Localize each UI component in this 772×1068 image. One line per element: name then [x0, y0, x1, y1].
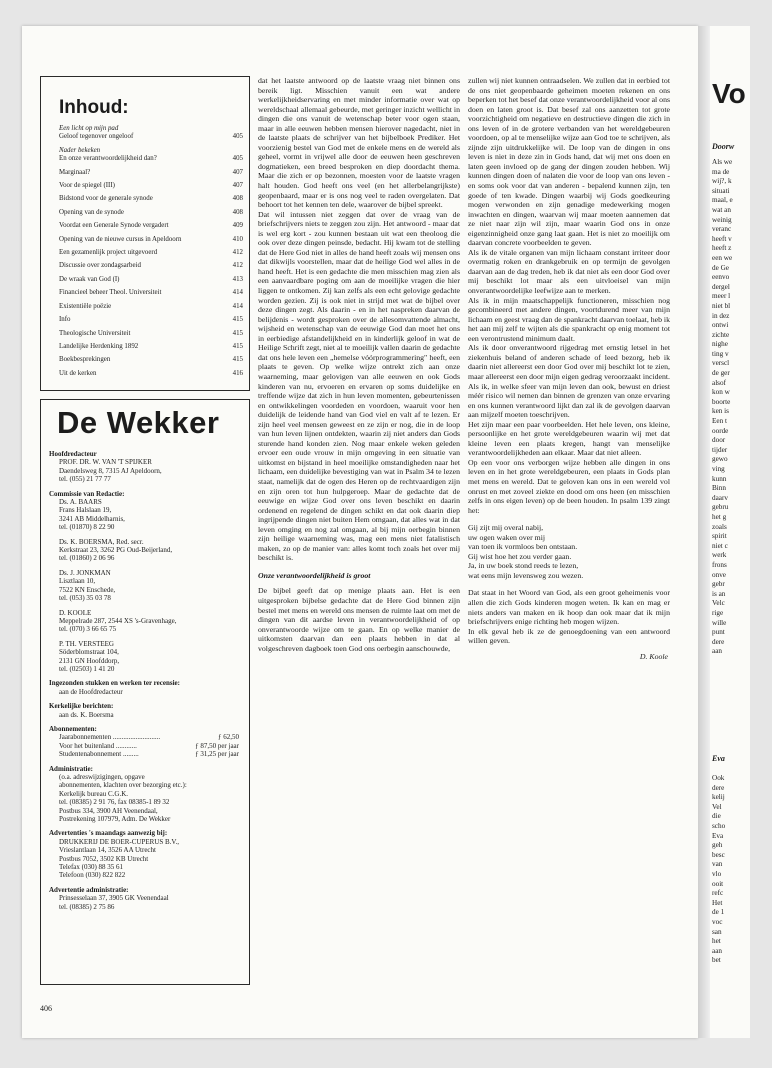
info-line: Postbus 7052, 3502 KB Utrecht — [59, 854, 149, 863]
toc-entry-title — [59, 125, 133, 142]
masthead — [40, 399, 250, 985]
editorial-staff — [49, 450, 243, 719]
next-page-line: spirit — [712, 532, 727, 541]
subscription-label: Jaarabonnementen ........................... — [59, 733, 161, 742]
address-line: aan ds. K. Boersma — [59, 710, 114, 719]
paragraph: dat het laatste antwoord op de laatste vraag niet binnen ons bereik ligt. Misschien vanuit een wat andere werkelijkheidservaring en met minder informatie over wat op wereldschaal allemaal gebeurde, met geringer inzicht wellicht in dingen die ons vanuit de wetenschap beter voor ogen staan, maar in alle eeuwen hebben mensen hierover nagedacht, niet in de laatste plaats de schrijver van het bijbelboek Prediker. Het voorzienig bestel van God met de enkele mens en de wereld als geheel, vormt in vrijwel alle door de eeuwen heen geschreven dogmatieken, een breed besproken en diep doordacht thema. Maar die zich er op bezonnen, moesten voor de laatste vragen halt houden. God heeft ons veel (en het allerbelangrijkste) geopenbaard, maar er is ons nog veel te raden overgelaten. Dat behoort tot het kennen ten dele, waarover de bijbel spreekt. — [258, 76, 460, 210]
psalm-line: Ja, in uw boek stond reeds te lezen, — [468, 561, 579, 571]
subscription-price: ƒ 87,50 per jaar — [195, 741, 239, 750]
next-page-line: Vel — [712, 802, 722, 811]
next-page-line: veranc — [712, 225, 732, 234]
next-page-line: van — [712, 860, 723, 869]
toc-page-number: 410 — [232, 235, 243, 243]
info-line: Vrieslantlaan 14, 3526 AA Utrecht — [59, 846, 156, 855]
magazine-title: De Wekker — [57, 405, 220, 440]
next-page-edge — [710, 26, 750, 1038]
toc-entry — [59, 236, 243, 244]
article-subheading: Onze verantwoordelijkheid is groot — [258, 570, 371, 580]
toc-entry-text: Marginaal? — [59, 168, 91, 176]
toc-page-number: 415 — [232, 329, 243, 337]
subscription-row — [59, 750, 243, 758]
toc-entry-title — [59, 303, 111, 311]
toc-page-number: 416 — [232, 369, 243, 377]
toc-entry-text: Bidstond voor de generale synode — [59, 195, 153, 203]
toc-page-number: 405 — [232, 155, 243, 163]
toc-entry-text: De wraak van God (I) — [59, 275, 120, 283]
toc-entry-text: Geloof tegenover ongeloof — [59, 133, 134, 141]
toc-entry-text: Discussie over zondagsarbeid — [59, 262, 141, 270]
next-page-line: de 1 — [712, 908, 725, 917]
next-page-line: het g — [712, 512, 727, 521]
address-block — [59, 640, 243, 674]
info-line: (o.a. adreswijzigingen, opgave — [59, 773, 145, 781]
masthead-body — [49, 498, 243, 673]
next-page-line: ma de — [712, 167, 730, 176]
toc-entry-title — [59, 209, 124, 217]
next-page-line: situati — [712, 186, 730, 195]
next-page-line: heeft z — [712, 244, 732, 253]
sidebar — [40, 76, 250, 985]
next-page-line: punt — [712, 628, 725, 637]
toc-entry — [59, 356, 243, 364]
table-of-contents — [40, 76, 250, 391]
masthead-section — [49, 490, 243, 674]
info-line: abonnementen, klachten over bezorging etc.): — [59, 781, 187, 790]
next-page-title: Vo — [712, 78, 746, 109]
address-block — [59, 609, 243, 634]
next-page-line: san — [712, 927, 722, 936]
article-column-2 — [468, 76, 670, 661]
next-page-line: dere — [712, 637, 725, 646]
toc-page-number: 408 — [232, 208, 243, 216]
next-page-line: gebru — [712, 503, 729, 512]
address-line: tel. (053) 35 03 78 — [59, 594, 111, 603]
masthead-heading: Hoofdredacteur — [49, 450, 97, 458]
article-column-1 — [258, 76, 460, 653]
toc-entry-title — [59, 147, 157, 164]
toc-entry — [59, 262, 243, 270]
subscriptions — [49, 725, 243, 759]
masthead-heading: Ingezonden stukken en werken ter recensie: — [49, 679, 180, 688]
toc-entry — [59, 289, 243, 297]
toc-entry-title — [59, 356, 110, 364]
next-page-line: Velc — [712, 599, 725, 608]
toc-entry-title — [59, 316, 70, 324]
next-page-line: kelij — [712, 793, 725, 802]
masthead-heading: Advertenties 's maandags aanwezig bij: — [49, 829, 168, 838]
next-page-line: kon w — [712, 388, 730, 397]
masthead-heading: Administratie: — [49, 764, 93, 773]
next-page-line: nighe — [712, 340, 728, 349]
toc-entry — [59, 125, 243, 142]
next-page-line: werk — [712, 551, 727, 560]
toc-entry — [59, 316, 243, 324]
subscription-label: Voor het buitenland ............ — [59, 741, 137, 750]
info-line: Telefoon (030) 822 822 — [59, 871, 126, 880]
psalm-line: Gij zijt mij overal nabij, — [468, 523, 544, 533]
info-line: Postrekening 107979, Adm. De Wekker — [59, 815, 171, 824]
next-page-line: is an — [712, 589, 726, 598]
author-signature: D. Koole — [639, 651, 668, 661]
toc-entry-text: Uit de kerken — [59, 369, 97, 377]
next-page-line: aan — [712, 647, 722, 656]
next-page-line: ting v — [712, 349, 729, 358]
toc-page-number: 415 — [232, 356, 243, 364]
toc-entry-title — [59, 195, 153, 203]
next-page-line: alsof — [712, 378, 726, 387]
toc-entry — [59, 209, 243, 217]
info-line: Postbus 334, 3900 AH Veenendaal, — [59, 806, 158, 815]
next-page-line: zoals — [712, 522, 727, 531]
next-page-line: boorte — [712, 397, 731, 406]
next-page-line: onve — [712, 570, 726, 579]
address-line: PROF. DR. W. VAN 'T SPIJKER — [59, 458, 152, 467]
toc-entry-text: Theologische Universiteit — [59, 329, 131, 337]
toc-entry — [59, 249, 243, 257]
psalm-line: uw ogen waken over mij — [468, 532, 546, 542]
subscription-rates — [49, 733, 243, 758]
masthead-section — [49, 886, 243, 911]
next-page-line: aan — [712, 946, 722, 955]
paragraph: De bijbel geeft dat op menige plaats aan. Het is een uitgesproken bijbelse gedachte dat de Here God binnen zijn bestel met mens en wereld ons mensen de ruimte laat om met de dingen van dit aardse leven in verantwoordelijkheid of op onverantwoorde wijze om te gaan. En op welke manier de uitkomsten daarvan dan een plaats hebben in dat al volgeschreven dagboek toen God ons oerbegin aanschouwde, — [258, 586, 460, 653]
paragraph: zullen wij niet kunnen ontraadselen. We zullen dat in eerbied tot de ons niet geopenbaarde geheimen moeten rekenen en ons beperken tot het besef dat onze verantwoordelijkheid voor al ons doen en laten groot is. Dat besef zal ons aanzetten tot grote voorzichtigheid om negatieve en destructieve dingen die zich in ons leven of in de grotere verbanden van het wereldgebeuren voordoen, op al te menselijke wijze aan God toe te schrijven, als zijnde zijn uitdrukkelijke wil. De loop van de dingen in ons leven is niet in deze zin in Gods hand, dat wij met ons doen en laten geen invloed op de gang der dingen zouden hebben. Wij kunnen dingen doen of nalaten die voor de loop van ons leven - en soms ook voor dat van anderen - bepalend kunnen zijn, ten goede of ten kwade. Dingen waarbij wij Gods goedkeuring mogen verwonden en zijn genadige medewerking mogen inwachten en dingen, waarvan wij maar moeten aannemen dat ze niet naar zijn wil zijn, maar waarin God ons in onze eigenzinnigheid onze gang laat gaan. Het is niet zo moeilijk om daarvan concrete voorbeelden te geven. — [468, 76, 670, 248]
next-page-line: frons — [712, 560, 727, 569]
next-page-line: dergel — [712, 282, 730, 291]
next-page-subhead: Doorw — [712, 142, 735, 151]
address-line: P. TH. VERSTEEG — [59, 639, 114, 648]
subscriptions-heading: Abonnementen: — [49, 724, 97, 733]
toc-entry — [59, 169, 243, 177]
paragraph: Dat wil intussen niet zeggen dat over de vraag van de briefschrijvers niets te zeggen zou zijn. Het antwoord - maar dat is wel erg kort - zou kunnen bestaan uit wat een theoloog die ook over deze dingen peinsde, bedacht. Hij kwam tot de stelling dat de Here God niet in alles de hand heeft zoals wij mensen ons dat dikwijls voorstellen, maar dat de heilige God wel alles in de hand heeft. Het is een gedachte die men misschien mag zien als een aanvaardbare poging om aan de moeilijke vragen die hier liggen te ontkomen. Zij kan zelfs als een echt gelovige gedachte worden gezien. Zij is ook niet in strijd met wat de bijbel over deze dingen zegt. Als daarin - en in het naspreken daarvan de belijdenis - wordt gesproken over de allesomvattende almacht, wijsheid en wetenschap van de eeuwige God dan moet het ons in eerbiedige afstandelijkheid en in kinderlijk geloof in wat de Heilige Schrift zegt, niet al te moeilijk vallen daarin de gedachte dat ons hele leven een „hemelse vóórprogrammering" heeft, een plaats te geven. Op welke wijze ontrekt zich aan onze waarneming, maar gelovigen van alle eeuwen en ook Gods kinderen van nu, ervoeren en ervaren op soms duidelijke en treffende wijze dat zich in hun leven momenten, gebeurtenissen en ontwikkelingen voordeden en voordoen, waaruit voor hen duidelijk de leidende hand van God viel en valt af te lezen. Er zijn heel veel mensen geweest en ze zijn er nog, die in de loop van hun leven lijnen ontdekten, waarin zij niet anders dan Gods sturende hand konden zien. Nog maar enkele weken geleden ervoer een oude vrouw in mijn omgeving in een situatie van uitkomst en bijstand in heel moeilijke omstandigheden naar het lichaam, een duidelijke bevestiging van wat in Psalm 34 te lezen staat, namelijk dat de ogen des Heren op de rechtvaardigen zijn en zijn oren tot hun hulpgeroep. Maar de gedachte dat de eeuwige en wijze God over ons leven beschikt en daarin ordenend en regelend de dingen schikt en dat ook daarin diep ingrijpende dingen niet buiten Hem omgaan, dat alles wat in dat leven omging en nog zal omgaan, al bij mijn oerbegin binnen zijn heilige waarneming was, mag een mens niet fatalistisch maken, zo op de manier van: alles komt toch zoals het over mij beschikt is. — [258, 209, 460, 563]
toc-page-number: 412 — [232, 262, 243, 270]
next-page-line: kunn — [712, 474, 727, 483]
toc-entry — [59, 182, 243, 190]
address-line: Daendelsweg 8, 7315 AJ Apeldoorn, — [59, 466, 162, 475]
masthead-section — [49, 702, 243, 719]
toc-entry-text: Info — [59, 316, 71, 324]
toc-entry — [59, 343, 243, 351]
toc-section-label: Een licht op mijn pad — [59, 125, 119, 132]
masthead-body — [49, 458, 243, 483]
toc-entry-text: Voordat een Generale Synode vergadert — [59, 222, 169, 230]
paragraph: Dat staat in het Woord van God, als een groot geheimenis voor allen die zich Gods kinderen mogen weten. Ik kan en mag er niets anders van maken en ik hoop dan ook maar dat ik mijn briefschrijvers enige richting heb mogen wijzen. — [468, 588, 670, 627]
next-page-line: in dez — [712, 311, 730, 320]
next-page-line: besc — [712, 850, 725, 859]
next-page-line: scho — [712, 821, 726, 830]
next-page-line: refc — [712, 889, 724, 898]
subscription-label: Studentenabonnement ......... — [59, 750, 139, 759]
next-page-line: oorde — [712, 426, 729, 435]
toc-entry-title — [59, 236, 181, 244]
toc-entry-title — [59, 330, 130, 338]
next-page-line: ving — [712, 465, 725, 473]
toc-entry-title — [59, 370, 97, 378]
subscription-price: ƒ 62,50 — [218, 733, 239, 742]
info-line: Prinsesselaan 37, 3905 GK Veenendaal — [59, 894, 169, 903]
toc-entry-text: Existentiële poëzie — [59, 302, 112, 310]
next-page-line: tijder — [712, 445, 728, 454]
paragraph: Als ik door onverantwoord rijgedrag met ernstig letsel in het ziekenhuis beland of anderen schade of leed bezorg, heb ik daarin niet allereerst een door God over mij beschikt lot te zien, maar allereerst een door mijn eigen gedrag veroorzaakt incident. Als ik, in welke sfeer van mijn leven dan ook, bewust en driest méér risico wil nemen dan binnen de grenzen van onze ervaring en ons kunnen verantwoord lijkt dan zal ik de gevolgen daarvan aan mijzelf moeten toeschrijven. — [468, 343, 670, 420]
toc-entry-title — [59, 169, 90, 177]
address-line: D. KOOLE — [59, 608, 92, 617]
masthead-section — [49, 679, 243, 696]
next-page-line: het — [712, 937, 721, 946]
address-line: Frans Halslaan 19, — [59, 506, 112, 515]
next-page-line: geh — [712, 841, 723, 850]
paragraph: Op een voor ons verborgen wijze hebben alle dingen in ons leven en in het grote wereldgebeuren, een plaats in Gods plan met mens en wereld. Dat te geloven kan ons in een wereld vol onrust en met zoveel ziekte en dood om ons heen (en misschien zelfs in ons eigen leven) op de been houden. In psalm 139 zingt het: — [468, 457, 670, 515]
address-line: Söderblomstraat 104, — [59, 648, 119, 657]
next-page-line: daarv — [712, 493, 728, 502]
next-page-line: voc — [712, 917, 723, 926]
toc-page-number: 412 — [232, 249, 243, 257]
toc-entry-text: Opening van de nieuwe cursus in Apeldoorn — [59, 235, 182, 243]
toc-entry-text: Voor de spiegel (III) — [59, 182, 115, 190]
toc-entry-text: Boekbesprekingen — [59, 356, 111, 364]
next-page-line: een we — [712, 253, 733, 262]
next-page-text — [712, 158, 772, 657]
next-page-line: gewo — [712, 455, 728, 464]
toc-entry-title — [59, 262, 141, 270]
toc-page-number: 409 — [232, 222, 243, 230]
next-page-line: meer l — [712, 292, 731, 301]
address-line: Ds. A. BAARS — [59, 498, 102, 507]
address-line: 2131 GN Hoofddorp, — [59, 656, 120, 665]
next-page-line: heeft v — [712, 234, 732, 243]
info-line: tel. (08385) 2 75 86 — [59, 902, 115, 911]
next-page-line: wat an — [712, 205, 731, 214]
next-page-line: weinig — [712, 215, 732, 224]
masthead-heading: Advertentie administratie: — [49, 885, 129, 894]
next-page-line: door — [712, 436, 726, 445]
toc-entry-text: Opening van de synode — [59, 208, 124, 216]
masthead-body — [49, 773, 243, 823]
toc-page-number: 407 — [232, 182, 243, 190]
toc-page-number: 414 — [232, 302, 243, 310]
toc-page-number: 414 — [232, 289, 243, 297]
next-page-line: ooit — [712, 879, 724, 888]
address-line: tel. (01860) 2 06 96 — [59, 554, 115, 563]
masthead-body — [49, 711, 243, 719]
address-line: Lisztlaan 10, — [59, 577, 96, 586]
toc-entry — [59, 222, 243, 230]
administration-info — [49, 765, 243, 912]
next-page-line: verscl — [712, 359, 730, 368]
paragraph: Als ik in mijn maatschappelijk functioneren, misschien nog gecombineerd met andere dingen, voortdurend meer van mijn lichaam en geest vraag dan de spankracht daarvan toelaat, heb ik het aan mij zelf te wijten als die spankracht op enig moment tot een verontrustend minimum daalt. — [468, 295, 670, 343]
address-block — [59, 458, 243, 483]
next-page-line: maal, e — [712, 196, 733, 205]
address-block — [59, 688, 243, 696]
next-page-line: rige — [712, 608, 724, 617]
next-page-line: wille — [712, 618, 727, 627]
next-page-line: Het — [712, 898, 723, 907]
next-page-line: die — [712, 812, 721, 821]
toc-list — [59, 125, 243, 378]
toc-entry — [59, 370, 243, 378]
toc-entry — [59, 303, 243, 311]
next-page-line: gebr — [712, 580, 725, 589]
psalm-line: wat eens mijn levensweg zou wezen. — [468, 570, 584, 580]
address-line: Ds. K. BOERSMA, Red. secr. — [59, 537, 144, 546]
psalm-line: Gij wist hoe het zou verder gaan. — [468, 551, 572, 561]
address-block — [59, 538, 243, 563]
next-page-line: wij?, k — [712, 177, 732, 186]
toc-entry — [59, 195, 243, 203]
next-page-line: Ook — [712, 774, 725, 782]
toc-entry-title — [59, 343, 138, 351]
masthead-body — [49, 894, 243, 911]
toc-page-number: 408 — [232, 195, 243, 203]
subscription-row — [59, 742, 243, 750]
next-page-line: Een t — [712, 417, 727, 426]
toc-entry-title — [59, 276, 119, 284]
address-line: tel. (02503) 1 41 20 — [59, 664, 115, 673]
address-line: 3241 AB Middelharnis, — [59, 514, 125, 523]
next-page-line: Eva — [712, 831, 724, 840]
page-number: 406 — [40, 1004, 52, 1013]
toc-entry-text: Landelijke Herdenking 1892 — [59, 342, 139, 350]
toc-entry-text: Een gezamenlijk project uitgevoerd — [59, 249, 158, 257]
psalm-line: van toen ik vormloos ben ontstaan. — [468, 542, 578, 552]
info-line: DRUKKERIJ DE BOER-CUPERUS B.V., — [59, 837, 180, 846]
toc-page-number: 415 — [232, 316, 243, 324]
toc-entry-title — [59, 182, 115, 190]
paragraph: Als ik de vitale organen van mijn lichaam constant irriteer door overmatig roken en drankgebruik en op termijn de gevolgen daarvan aan de dag treden, heb ik dat niet als een door God over mij beschikt lot maar als een uitvloeisel van mijn onverantwoordelijke leefwijze aan te merken. — [468, 247, 670, 296]
toc-page-number: 405 — [232, 133, 243, 141]
toc-page-number: 407 — [232, 168, 243, 176]
next-page-line: eenvo — [712, 273, 730, 282]
toc-entry — [59, 276, 243, 284]
info-line: Telefax (030) 88 35 61 — [59, 863, 124, 872]
address-line: tel. (070) 3 66 65 75 — [59, 625, 117, 634]
info-line: tel. (08385) 2 91 76, fax 08385-1 89 32 — [59, 798, 170, 807]
next-page-text-2 — [712, 774, 772, 966]
toc-entry — [59, 330, 243, 338]
toc-section-label: Nader bekeken — [59, 146, 101, 154]
paragraph: In elk geval heb ik ze de genoegdoening van een antwoord willen geven. — [468, 626, 670, 646]
toc-title: Inhoud: — [59, 97, 129, 118]
masthead-body — [49, 688, 243, 696]
toc-entry-title — [59, 289, 161, 297]
masthead-section — [49, 450, 243, 484]
address-line: tel. (01870) 8 22 90 — [59, 523, 115, 532]
toc-entry-title — [59, 222, 169, 230]
toc-page-number: 415 — [232, 342, 243, 350]
subscription-price: ƒ 31,25 per jaar — [195, 750, 239, 759]
address-block — [59, 569, 243, 603]
next-page-line: niet bl — [712, 301, 731, 310]
next-page-line: de ger — [712, 369, 730, 378]
next-page-line: ontwi — [712, 321, 729, 330]
address-block — [59, 498, 243, 532]
next-page-line: vlo — [712, 869, 722, 878]
masthead-body — [49, 838, 243, 880]
subscription-row — [59, 733, 243, 741]
next-page-line: zichte — [712, 330, 730, 339]
psalm-quote — [468, 523, 670, 580]
next-page-line: bet — [712, 956, 721, 965]
next-page-subhead-2: Eva — [712, 754, 725, 763]
next-page-line: de Ge — [712, 263, 729, 272]
masthead-section — [49, 829, 243, 879]
address-line: Meppelrade 287, 2544 XS 's-Gravenhage, — [59, 616, 177, 625]
address-line: tel. (055) 21 77 77 — [59, 475, 111, 484]
next-page-line: dere — [712, 783, 725, 792]
toc-entry-text: En onze verantwoordelijkheid dan? — [59, 155, 157, 163]
toc-page-number: 413 — [232, 275, 243, 283]
info-line: Kerkelijk bureau C.G.K. — [59, 789, 129, 798]
toc-entry-title — [59, 249, 157, 257]
masthead-heading: Commissie van Redactie: — [49, 489, 125, 498]
toc-entry-text: Financieel beheer Theol. Universiteit — [59, 289, 162, 297]
toc-entry — [59, 147, 243, 164]
next-page-line: Binn — [712, 484, 726, 493]
address-line: 7522 KN Enschede, — [59, 585, 116, 594]
next-page-line: niet c — [712, 541, 728, 550]
paragraph: Het zijn maar een paar voorbeelden. Het hele leven, ons kleine, persoonlijke en het grote wereldgebeuren waarin wij met dat kleine leven een plaats kregen, hangt van menselijke verantwoordelijkheden aan elkaar. Maar dat niet alleen. — [468, 419, 670, 458]
next-page-line: ken is — [712, 407, 729, 416]
next-page-line: Als we — [712, 158, 733, 166]
address-block — [59, 711, 243, 719]
address-line: Ds. J. JONKMAN — [59, 568, 111, 577]
address-line: aan de Hoofdredacteur — [59, 687, 123, 696]
masthead-heading: Kerkelijke berichten: — [49, 702, 114, 711]
masthead-section — [49, 765, 243, 824]
page-gutter — [698, 26, 710, 1038]
address-line: Kerkstraat 23, 3262 PG Oud-Beijerland, — [59, 546, 173, 555]
